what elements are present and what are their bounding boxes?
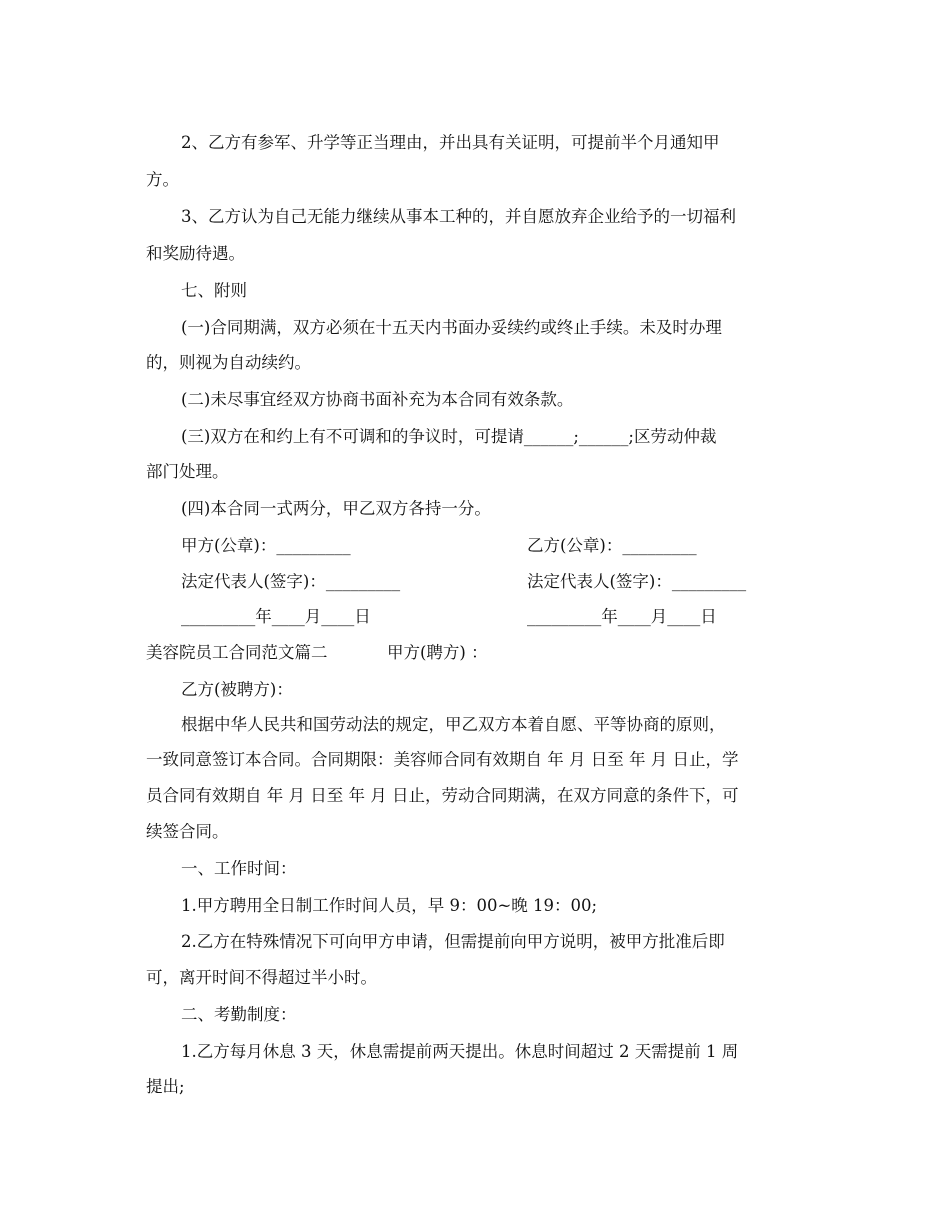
text-line: 2.乙方在特殊情况下可向甲方申请，但需提前向甲方说明，被甲方批准后即 [181, 932, 725, 951]
party-a-label: 甲方(聘方) ： [387, 643, 488, 662]
text-line: (三)双方在和约上有不可调和的争议时，可提请______;______;区劳动仲裁 [181, 427, 717, 446]
document-title: 美容院员工合同范文篇二 [146, 643, 328, 662]
text-line: 部门处理。 [146, 462, 229, 481]
text-line: 员合同有效期自 年 月 日至 年 月 日止，劳动合同期满，在双方同意的条件下，可 [146, 786, 739, 805]
party-b-date-field: _________年____月____日 [527, 607, 717, 626]
text-line: (四)本合同一式两分，甲乙双方各持一分。 [181, 499, 491, 518]
section-heading: 一、工作时间： [181, 859, 297, 878]
text-line: 续签合同。 [146, 822, 229, 841]
party-a-representative-field: 法定代表人(签字)：_________ [181, 572, 401, 591]
section-heading: 二、考勤制度： [181, 1005, 297, 1024]
text-line: (一)合同期满，双方必须在十五天内书面办妥续约或终止手续。未及时办理 [181, 318, 722, 337]
text-line: 1.甲方聘用全日制工作时间人员，早 9：00~晚 19：00; [181, 896, 598, 915]
text-line: 和奖励待遇。 [146, 244, 245, 263]
text-line: 一致同意签订本合同。合同期限：美容师合同有效期自 年 月 日至 年 月 日止，学 [146, 750, 739, 769]
party-b-representative-field: 法定代表人(签字)：_________ [527, 572, 747, 591]
section-heading: 七、附则 [181, 281, 247, 300]
party-a-date-field: _________年____月____日 [181, 607, 371, 626]
party-a-seal-field: 甲方(公章)：_________ [181, 536, 351, 555]
text-line: 1.乙方每月休息 3 天，休息需提前两天提出。休息时间超过 2 天需提前 1 周 [181, 1042, 739, 1061]
text-line: 根据中华人民共和国劳动法的规定，甲乙双方本着自愿、平等协商的原则， [181, 715, 726, 734]
text-line: 3、乙方认为自己无能力继续从事本工种的，并自愿放弃企业给予的一切福利 [181, 207, 736, 226]
party-b-label: 乙方(被聘方)： [181, 680, 293, 699]
text-line: 的，则视为自动续约。 [146, 353, 311, 372]
text-line: 2、乙方有参军、升学等正当理由，并出具有关证明，可提前半个月通知甲 [181, 133, 720, 152]
text-line: 提出; [146, 1077, 185, 1096]
text-line: 可，离开时间不得超过半小时。 [146, 968, 377, 987]
party-b-seal-field: 乙方(公章)：_________ [527, 536, 697, 555]
text-line: (二)未尽事宜经双方协商书面补充为本合同有效条款。 [181, 390, 574, 409]
text-line: 方。 [146, 170, 179, 189]
